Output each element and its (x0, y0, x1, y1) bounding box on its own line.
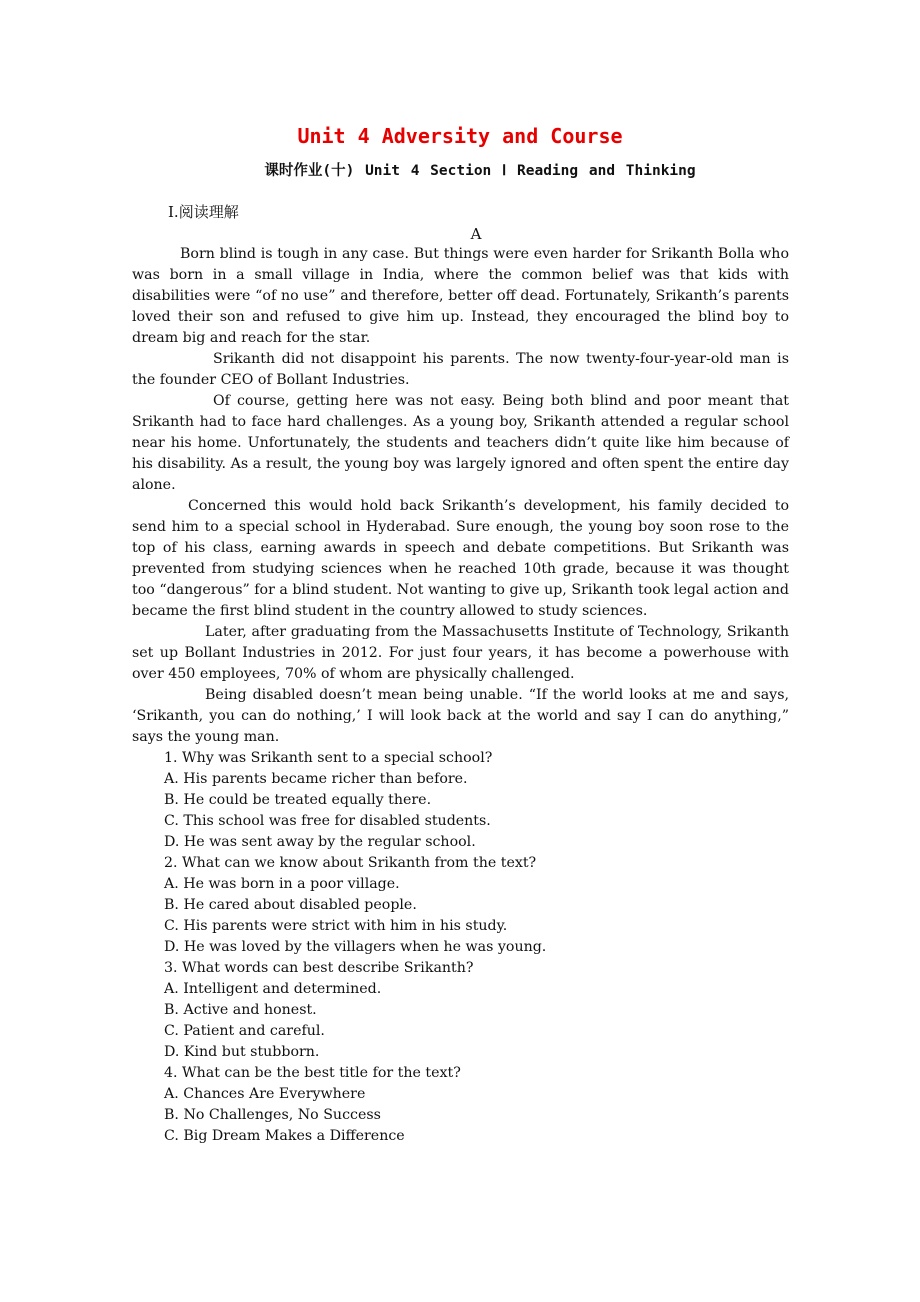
answer-option: A. His parents became richer than before. (164, 771, 468, 787)
answer-option: D. He was loved by the villagers when he was young. (164, 939, 547, 955)
answer-option: B. Active and honest. (164, 1002, 317, 1018)
answer-option: D. Kind but stubborn. (164, 1044, 320, 1060)
answer-option: C. Big Dream Makes a Difference (164, 1128, 405, 1144)
answer-option: D. He was sent away by the regular school. (164, 834, 476, 850)
question-stem: 3. What words can best describe Srikanth? (164, 960, 474, 976)
section-heading: Ⅰ.阅读理解 (168, 203, 239, 221)
answer-option: C. This school was free for disabled students. (164, 813, 491, 829)
unit-title: Unit 4 Adversity and Course (297, 124, 623, 148)
passage-label: A (470, 225, 482, 243)
question-stem: 4. What can be the best title for the text? (164, 1065, 461, 1081)
question-stem: 2. What can we know about Srikanth from the text? (164, 855, 537, 871)
answer-option: A. He was born in a poor village. (164, 876, 400, 892)
passage-paragraph: Later, after graduating from the Massachusetts Institute of Technology, Srikanth set up Bollant Industries in 2012. For just four years, it has become a powerhouse with over 450 employees, 70% of whom are physically challenged. (132, 624, 789, 682)
answer-option: B. No Challenges, No Success (164, 1107, 381, 1123)
passage-paragraph: Srikanth did not disappoint his parents. The now twenty-four-year-old man is the founder CEO of Bollant Industries. (132, 351, 789, 388)
answer-option: C. Patient and careful. (164, 1023, 325, 1039)
question-list (132, 748, 789, 1147)
answer-option: B. He could be treated equally there. (164, 792, 432, 808)
passage-paragraph: Born blind is tough in any case. But things were even harder for Srikanth Bolla who was born in a small village in India, where the common belief was that kids with disabilities were “of no use” and therefore, better off dead. Fortunately, Srikanth’s parents loved their son and refused to give him up. Instead, they encouraged the blind boy to dream big and reach for the star. (132, 246, 789, 346)
question-stem: 1. Why was Srikanth sent to a special school? (164, 750, 493, 766)
answer-option: C. His parents were strict with him in his study. (164, 918, 508, 934)
passage-paragraph: Being disabled doesn’t mean being unable. “If the world looks at me and says, ‘Srikanth, you can do nothing,’ I will look back at the world and say I can do anything,” says the young man. (132, 687, 789, 745)
answer-option: B. He cared about disabled people. (164, 897, 417, 913)
passage-body (132, 244, 789, 1147)
answer-option: A. Chances Are Everywhere (164, 1086, 366, 1102)
lesson-subtitle: 课时作业(十) Unit 4 Section Ⅰ Reading and Thinking (264, 163, 696, 179)
answer-option: A. Intelligent and determined. (164, 981, 382, 997)
passage-paragraph: Of course, getting here was not easy. Being both blind and poor meant that Srikanth had to face hard challenges. As a young boy, Srikanth attended a regular school near his home. Unfortunately, the students and teachers didn’t quite like him because of his disability. As a result, the young boy was largely ignored and often spent the entire day alone. (132, 393, 789, 493)
passage-paragraph: Concerned this would hold back Srikanth’s development, his family decided to send him to a special school in Hyderabad. Sure enough, the young boy soon rose to the top of his class, earning awards in speech and debate competitions. But Srikanth was prevented from studying sciences when he reached 10th grade, because it was thought too “dangerous” for a blind student. Not wanting to give up, Srikanth took legal action and became the first blind student in the country allowed to study sciences. (132, 498, 789, 619)
